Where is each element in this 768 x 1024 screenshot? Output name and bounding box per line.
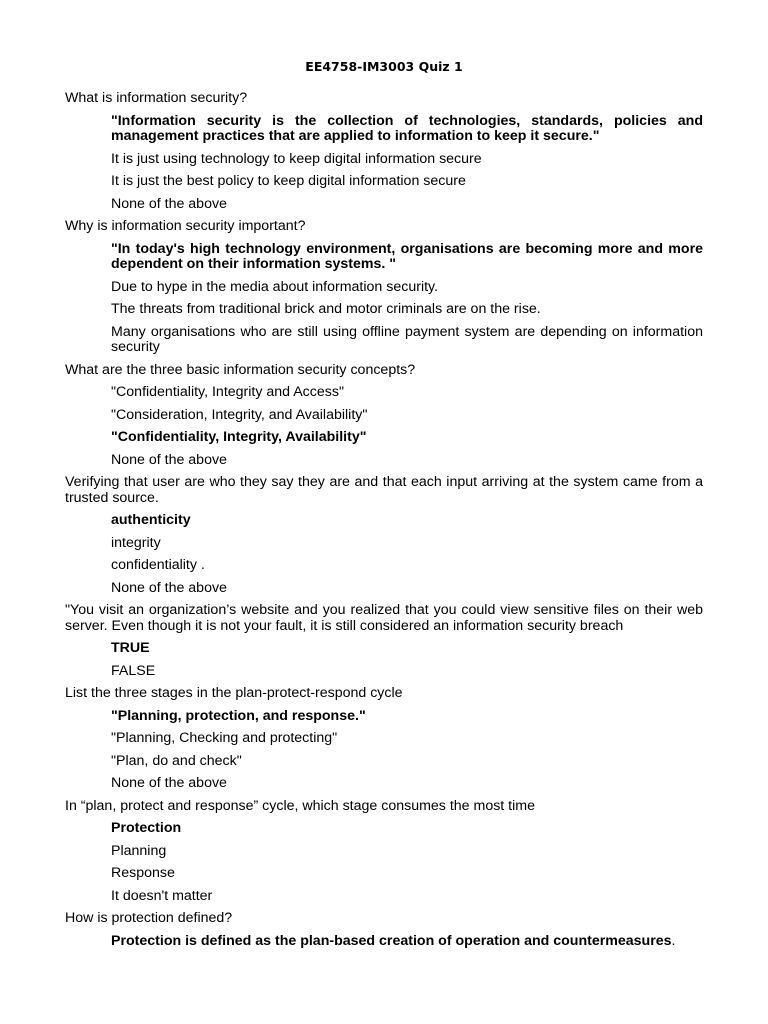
question-text: Verifying that user are who they say they are and that each input arriving at the system came from a trusted source. <box>65 474 703 506</box>
answer-option-label: "In today's high technology environment, organisations are becoming more and more dependent on their information systems. " <box>111 240 703 272</box>
question-text: List the three stages in the plan-protect-respond cycle <box>65 685 403 701</box>
answer-option-label: "Information security is the collection of technologies, standards, policies and management practices that are applied to information to keep it secure." <box>111 112 703 144</box>
answer-option <box>111 277 703 300</box>
answer-option-label: Due to hype in the media about information security. <box>111 278 439 295</box>
answer-option-correct <box>111 427 703 450</box>
answer-option <box>111 405 703 428</box>
answer-option-suffix: . <box>671 932 676 949</box>
answer-option <box>111 149 703 172</box>
answer-option-label: "Consideration, Integrity, and Availability" <box>111 406 368 423</box>
answer-option <box>111 773 703 796</box>
answer-option-label: "Confidentiality, Integrity and Access" <box>111 384 344 400</box>
answer-option <box>111 661 703 684</box>
question-text: What is information security? <box>65 90 248 106</box>
answer-option <box>111 171 703 194</box>
question-text: How is protection defined? <box>65 910 233 926</box>
answer-option-label: Response <box>111 865 175 881</box>
question-text: "You visit an organization’s website and you realized that you could view sensitive files on their web server. Even though it is not your fault, it is still considered an information security breach <box>65 602 703 634</box>
quiz-title: EE4758-IM3003 Quiz 1 <box>305 59 463 74</box>
answer-option <box>111 450 703 473</box>
quiz-content <box>65 88 703 953</box>
answer-option-label: integrity <box>111 534 161 551</box>
answer-option-label: Planning <box>111 842 167 859</box>
answer-option-correct <box>111 111 703 149</box>
answer-option <box>111 841 703 864</box>
answer-option-label: TRUE <box>111 640 150 656</box>
answer-option-label: Many organisations who are still using offline payment system are depending on information security <box>111 323 703 355</box>
answer-option-correct <box>111 510 703 533</box>
answer-option <box>111 863 703 886</box>
answer-option <box>111 194 703 217</box>
answer-option-label: FALSE <box>111 662 156 679</box>
question-text: Why is information security important? <box>65 218 306 234</box>
answer-option-label: "Planning, protection, and response." <box>111 707 366 724</box>
answer-option-correct <box>111 818 703 841</box>
answer-option-correct <box>111 638 703 661</box>
answer-option-correct <box>111 706 703 729</box>
answer-option-label: It is just using technology to keep digital information secure <box>111 150 482 167</box>
answer-option <box>111 299 703 322</box>
answer-option <box>111 555 703 578</box>
answer-option-label: None of the above <box>111 451 227 468</box>
question-text: What are the three basic information security concepts? <box>65 361 416 378</box>
answer-option <box>111 322 703 360</box>
answer-option-label: The threats from traditional brick and motor criminals are on the rise. <box>111 301 541 317</box>
answer-option-label: It is just the best policy to keep digital information secure <box>111 173 466 189</box>
answer-option-correct <box>111 239 703 277</box>
answer-option-label: None of the above <box>111 775 227 791</box>
question-text: In “plan, protect and response” cycle, which stage consumes the most time <box>65 797 535 814</box>
answer-option-label: Protection <box>111 820 182 836</box>
answer-option <box>111 578 703 601</box>
answer-option <box>111 382 703 405</box>
answer-option <box>111 728 703 751</box>
answer-option-label: "Plan, do and check" <box>111 752 242 769</box>
answer-option-label: confidentiality . <box>111 557 205 573</box>
answer-option-label: "Planning, Checking and protecting" <box>111 730 338 746</box>
answer-option-label: None of the above <box>111 579 227 596</box>
answer-option-label: It doesn't matter <box>111 887 213 904</box>
answer-option-correct <box>111 931 703 954</box>
answer-option <box>111 533 703 556</box>
answer-option <box>111 886 703 909</box>
answer-option-label: None of the above <box>111 195 227 212</box>
answer-option-label: authenticity <box>111 512 191 528</box>
answer-option-label: Protection is defined as the plan-based creation of operation and countermeasures <box>111 932 672 949</box>
answer-option <box>111 751 703 774</box>
answer-option-label: "Confidentiality, Integrity, Availability" <box>111 429 367 445</box>
